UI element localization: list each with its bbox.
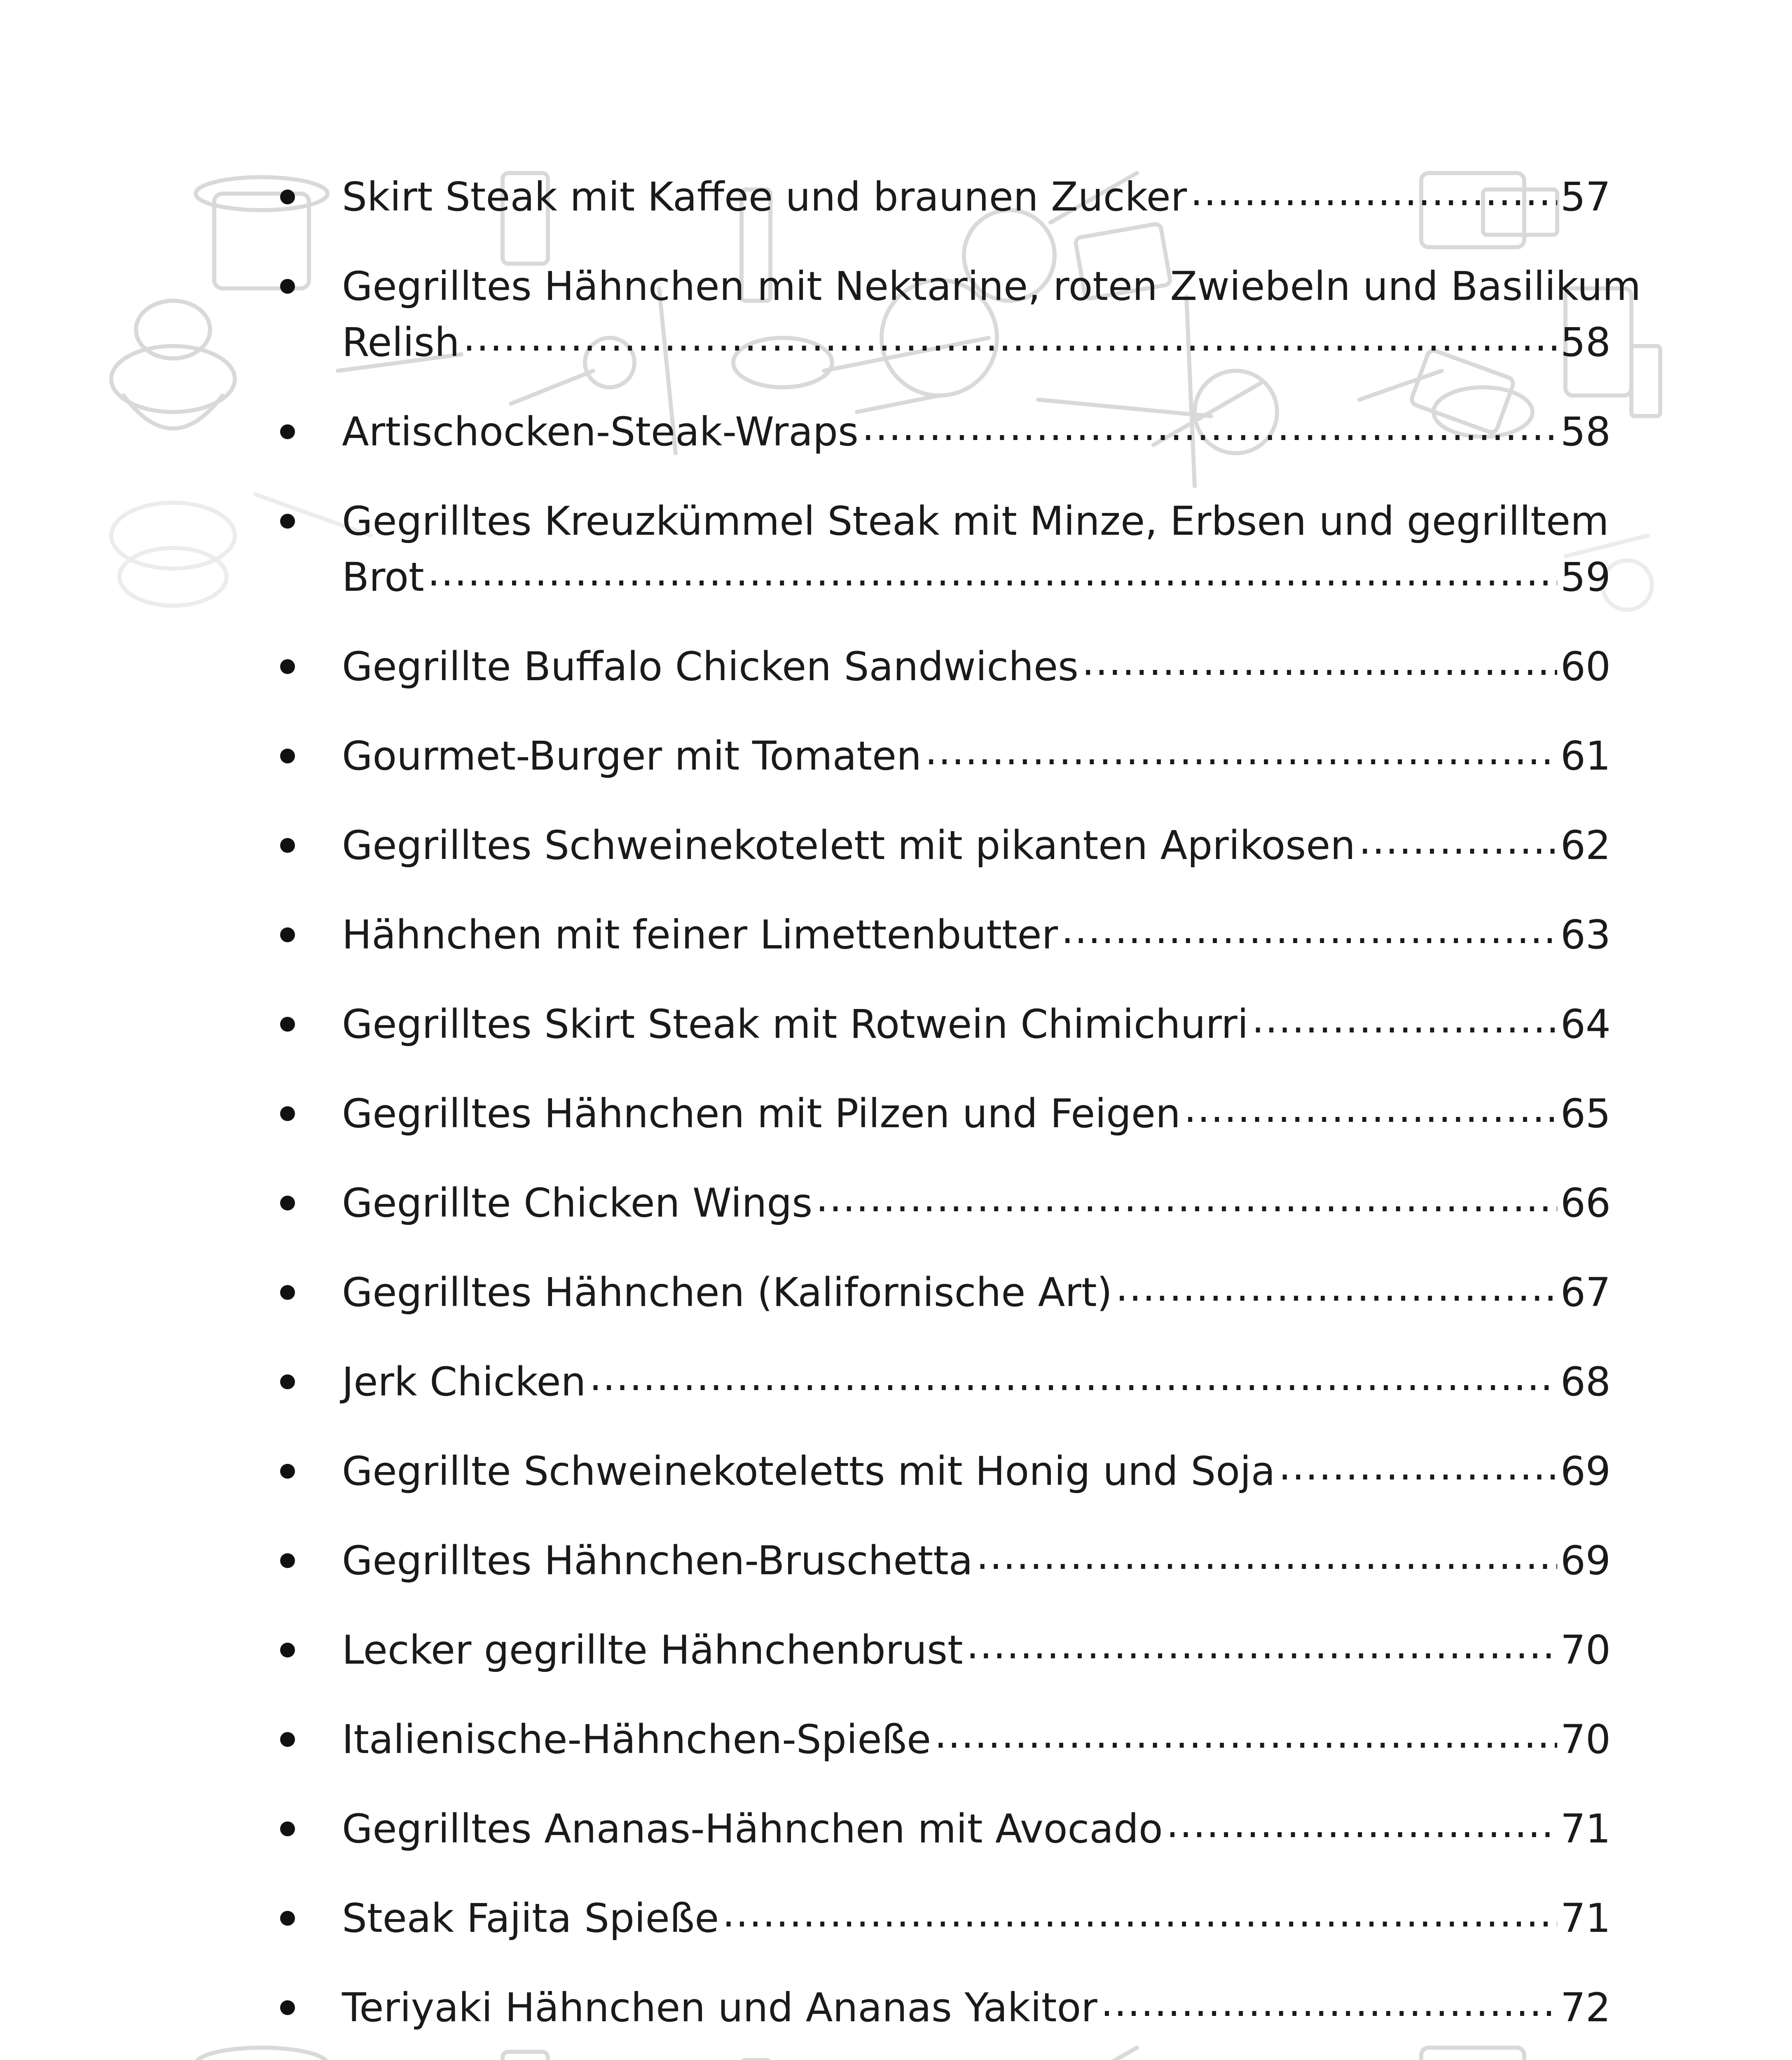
- toc-entry[interactable]: [280, 1711, 1611, 1767]
- toc-entry-title: Gourmet-Burger mit Tomaten: [342, 733, 922, 779]
- toc-entry-page: 69: [1560, 1448, 1611, 1494]
- dot-leader: [1279, 1445, 1557, 1485]
- dot-leader: [966, 1624, 1557, 1664]
- toc-entry-title: Gegrillte Schweinekoteletts mit Honig und Soja: [342, 1448, 1275, 1494]
- toc-entry-title: Gegrilltes Hähnchen mit Pilzen und Feigen: [342, 1091, 1181, 1137]
- toc-entry-page: 63: [1560, 912, 1611, 958]
- toc-entry[interactable]: [280, 1980, 1611, 2036]
- toc-entry-page: 60: [1560, 644, 1611, 690]
- dot-leader: [463, 316, 1557, 356]
- toc-entry-page: 69: [1560, 1538, 1611, 1584]
- dot-leader: [1184, 1088, 1557, 1127]
- toc-entry[interactable]: [280, 639, 1611, 695]
- bullet-icon: [280, 1553, 295, 1568]
- bullet-icon: [280, 514, 295, 529]
- toc-entry-page: 72: [1560, 1985, 1611, 2031]
- dot-leader: [1190, 171, 1557, 211]
- bullet-icon: [280, 838, 295, 853]
- toc-entry-title: Gegrilltes Schweinekotelett mit pikanten Aprikosen: [342, 822, 1356, 868]
- toc-entry[interactable]: [280, 1443, 1611, 1499]
- toc-entry[interactable]: [280, 1264, 1611, 1320]
- bullet-icon: [280, 1464, 295, 1479]
- bullet-icon: [280, 659, 295, 674]
- toc-entry-page: 62: [1560, 822, 1611, 868]
- toc-entry-title: Gegrilltes Ananas-Hähnchen mit Avocado: [342, 1806, 1163, 1852]
- toc-entry[interactable]: [280, 1175, 1611, 1231]
- bullet-icon: [280, 2000, 295, 2015]
- bullet-icon: [280, 927, 295, 942]
- bullet-icon: [280, 1911, 295, 1926]
- bullet-icon: [280, 1821, 295, 1836]
- toc-entry-title: Gegrillte Chicken Wings: [342, 1180, 813, 1226]
- toc-entry-page: 61: [1560, 733, 1611, 779]
- dot-leader: [1061, 909, 1557, 948]
- toc-entry-page: 66: [1560, 1180, 1611, 1226]
- dot-leader: [1116, 1266, 1557, 1306]
- toc-entry-title: Brot: [342, 554, 424, 600]
- dot-leader: [1359, 819, 1557, 859]
- dot-leader: [589, 1356, 1557, 1395]
- toc-entry[interactable]: [280, 1890, 1611, 1946]
- toc-entry-title: Jerk Chicken: [342, 1359, 586, 1405]
- toc-entry-title: Teriyaki Hähnchen und Ananas Yakitor: [342, 1985, 1097, 2031]
- toc-entry-title: Lecker gegrillte Hähnchenbrust: [342, 1627, 963, 1673]
- dot-leader: [428, 551, 1557, 591]
- dot-leader: [925, 730, 1557, 770]
- toc-entry-title: Gegrillte Buffalo Chicken Sandwiches: [342, 644, 1079, 690]
- dot-leader: [816, 1177, 1557, 1217]
- bullet-icon: [280, 1285, 295, 1300]
- toc-entry-title: Italienische-Hähnchen-Spieße: [342, 1716, 931, 1763]
- bullet-icon: [280, 1374, 295, 1389]
- toc-entry[interactable]: [280, 169, 1611, 225]
- toc-entry-page: 65: [1560, 1091, 1611, 1137]
- dot-leader: [1082, 641, 1557, 680]
- toc-entry-page: 70: [1560, 1627, 1611, 1673]
- toc-entry[interactable]: [280, 258, 1641, 370]
- bullet-icon: [280, 424, 295, 439]
- toc-entry[interactable]: [280, 996, 1611, 1052]
- dot-leader: [862, 406, 1557, 445]
- toc-entry-page: 67: [1560, 1269, 1611, 1316]
- dot-leader: [722, 1892, 1557, 1932]
- toc-entry[interactable]: [280, 817, 1611, 873]
- toc-entry[interactable]: [280, 728, 1611, 784]
- bullet-icon: [280, 279, 295, 294]
- toc-entry-page: 58: [1560, 319, 1611, 365]
- dot-leader: [934, 1714, 1557, 1753]
- toc-entry-title: Hähnchen mit feiner Limettenbutter: [342, 912, 1058, 958]
- bullet-icon: [280, 749, 295, 763]
- bullet-icon: [280, 1732, 295, 1747]
- toc-entry-page: 57: [1560, 174, 1611, 220]
- toc-entry-page: 58: [1560, 409, 1611, 455]
- toc-entry-page: 68: [1560, 1359, 1611, 1405]
- toc-entry-title: Steak Fajita Spieße: [342, 1895, 719, 1941]
- toc-entry-title: Gegrilltes Skirt Steak mit Rotwein Chimichurri: [342, 1001, 1249, 1047]
- toc-entry[interactable]: [280, 1533, 1611, 1589]
- dot-leader: [976, 1535, 1557, 1574]
- toc-entry[interactable]: [280, 907, 1611, 963]
- toc-entry-page: 71: [1560, 1895, 1611, 1941]
- toc-entry[interactable]: [280, 1622, 1611, 1678]
- dot-leader: [1166, 1803, 1557, 1842]
- bullet-icon: [280, 1643, 295, 1657]
- bullet-icon: [280, 1106, 295, 1121]
- dot-leader: [1252, 998, 1557, 1038]
- toc-entry[interactable]: [280, 404, 1611, 460]
- toc-entry[interactable]: [280, 1801, 1611, 1857]
- toc-entry[interactable]: [280, 1086, 1611, 1142]
- toc-entry-title: Gegrilltes Hähnchen (Kalifornische Art): [342, 1269, 1113, 1316]
- toc-entry-title: Skirt Steak mit Kaffee und braunen Zucker: [342, 174, 1187, 220]
- toc-entry-title: Gegrilltes Hähnchen-Bruschetta: [342, 1538, 973, 1584]
- toc-entry-title-line1: Gegrilltes Hähnchen mit Nektarine, roten Zwiebeln und Basilikum: [342, 263, 1641, 309]
- toc-entry-title: Artischocken-Steak-Wraps: [342, 409, 859, 455]
- toc-entry[interactable]: [280, 493, 1611, 605]
- table-of-contents: [280, 169, 1641, 2060]
- toc-entry-page: 71: [1560, 1806, 1611, 1852]
- toc-entry-page: 64: [1560, 1001, 1611, 1047]
- toc-entry-title-line1: Gegrilltes Kreuzkümmel Steak mit Minze, Erbsen und gegrilltem: [342, 498, 1609, 544]
- toc-entry-title: Relish: [342, 319, 460, 365]
- bullet-icon: [280, 190, 295, 204]
- bullet-icon: [280, 1196, 295, 1210]
- toc-entry-page: 70: [1560, 1716, 1611, 1763]
- dot-leader: [1101, 1982, 1557, 2021]
- toc-entry[interactable]: [280, 1354, 1611, 1410]
- toc-entry-page: 59: [1560, 554, 1611, 600]
- bullet-icon: [280, 1017, 295, 1032]
